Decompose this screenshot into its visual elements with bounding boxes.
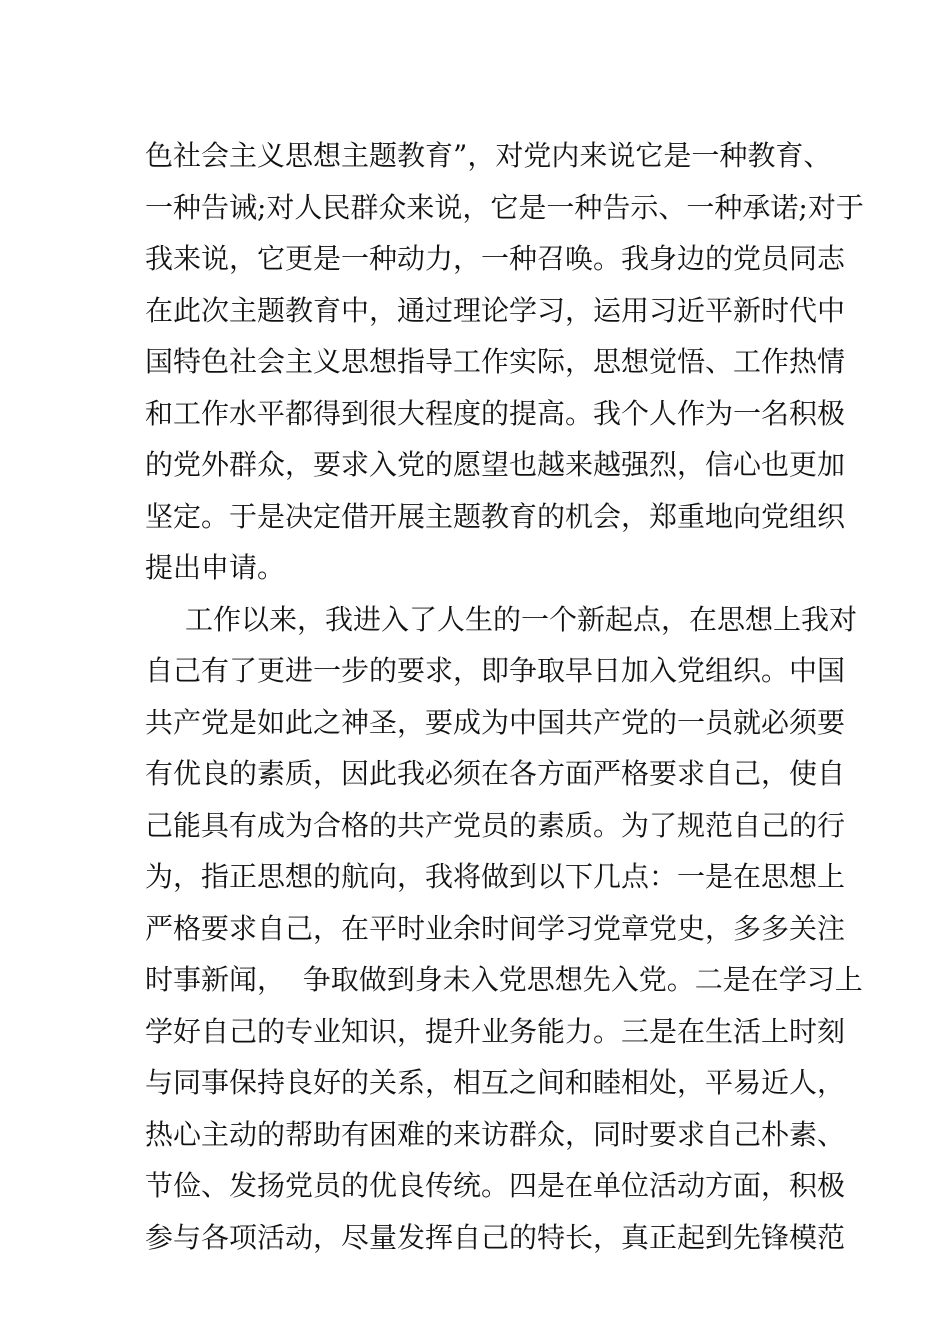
text-line: 热心主动的帮助有困难的来访群众，同时要求自己朴素、 [145, 1117, 846, 1151]
text-line: 时事新闻， 争取做到身未入党思想先入党。二是在学习上 [145, 963, 863, 996]
text-line: 工作以来，我进入了人生的一个新起点，在思想上我对 [185, 602, 858, 636]
text-line: 在此次主题教育中，通过理论学习，运用习近平新时代中 [145, 293, 846, 327]
text-line: 我来说，它更是一种动力，一种召唤。我身边的党员同志 [145, 242, 846, 275]
text-line: 坚定。于是决定借开展主题教育的机会，郑重地向党组织 [145, 499, 846, 533]
text-line: 自己有了更进一步的要求，即争取早日加入党组织。中国 [145, 654, 846, 687]
text-line: 己能具有成为合格的共产党员的素质。为了规范自己的行 [145, 808, 846, 842]
paragraph-2 [145, 594, 863, 1264]
document-body [145, 130, 864, 1263]
text-line: 与同事保持良好的关系，相互之间和睦相处，平易近人， [145, 1066, 846, 1099]
text-line: 一种告诫;对人民群众来说，它是一种告示、一种承诺;对于 [145, 190, 864, 224]
text-line: 提出申请。 [145, 551, 286, 584]
text-line: 参与各项活动，尽量发挥自己的特长，真正起到先锋模范 [145, 1220, 846, 1254]
text-line: 色社会主义思想主题教育”，对党内来说它是一种教育、 [145, 139, 832, 172]
text-line: 学好自己的专业知识，提升业务能力。三是在生活上时刻 [145, 1014, 846, 1048]
text-line: 为，指正思想的航向，我将做到以下几点：一是在思想上 [145, 860, 846, 893]
text-line: 和工作水平都得到很大程度的提高。我个人作为一名积极 [145, 396, 846, 430]
text-line: 严格要求自己，在平时业余时间学习党章党史，多多关注 [145, 911, 846, 945]
text-line: 国特色社会主义思想指导工作实际，思想觉悟、工作热情 [145, 345, 846, 378]
text-line: 的党外群众，要求入党的愿望也越来越强烈，信心也更加 [145, 448, 846, 481]
text-line: 有优良的素质，因此我必须在各方面严格要求自己，使自 [145, 757, 846, 790]
text-line: 共产党是如此之神圣，要成为中国共产党的一员就必须要 [145, 705, 846, 739]
paragraph-1 [145, 130, 864, 594]
text-line: 节俭、发扬党员的优良传统。四是在单位活动方面，积极 [145, 1169, 846, 1202]
